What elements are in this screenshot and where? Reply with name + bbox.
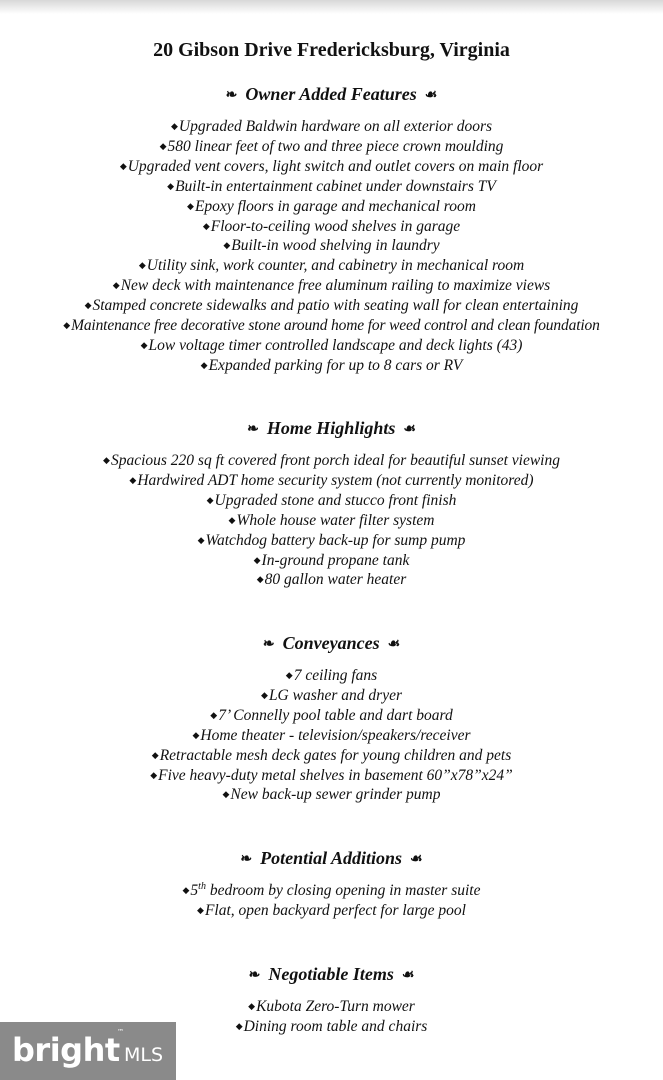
ornament-left-icon: ❧ xyxy=(240,852,253,867)
heading-text: Negotiable Items xyxy=(268,964,394,984)
top-edge-shadow xyxy=(0,0,663,14)
section-potential-additions xyxy=(0,846,663,921)
list-item: ◆New back-up sewer grinder pump xyxy=(222,786,441,804)
diamond-bullet-icon: ◆ xyxy=(103,455,110,465)
diamond-bullet-icon: ◆ xyxy=(200,359,208,370)
diamond-bullet-icon: ◆ xyxy=(84,300,92,311)
ornament-right-icon: ☙ xyxy=(403,422,416,437)
diamond-bullet-icon: ◆ xyxy=(235,1020,243,1031)
diamond-bullet-icon: ◆ xyxy=(192,729,200,740)
ornament-left-icon: ❧ xyxy=(225,88,238,103)
list-item: ◆Low voltage timer controlled landscape and deck lights (43) xyxy=(140,336,523,354)
list-item: ◆80 gallon water heater xyxy=(256,571,407,589)
feature-list xyxy=(0,117,663,376)
heading-text: Potential Additions xyxy=(260,848,403,868)
logo-brand-text: bright xyxy=(12,1031,120,1069)
list-item: ◆7 ceiling fans xyxy=(285,667,378,684)
diamond-bullet-icon: ◆ xyxy=(140,339,148,350)
ornament-right-icon: ☙ xyxy=(387,637,401,652)
diamond-bullet-icon: ◆ xyxy=(197,904,204,915)
list-item: ◆New deck with maintenance free aluminum railing to maximize views xyxy=(112,277,551,295)
list-item: ◆Retractable mesh deck gates for young children and pets xyxy=(151,746,512,764)
diamond-bullet-icon: ◆ xyxy=(170,121,178,131)
list-item: ◆5th bedroom by closing opening in master suite xyxy=(182,880,481,899)
list-item: ◆Maintenance free decorative stone around home for weed control and clean foundation xyxy=(63,317,600,335)
ornament-right-icon: ☙ xyxy=(401,968,415,983)
diamond-bullet-icon: ◆ xyxy=(187,200,194,211)
list-item: ◆Kubota Zero-Turn mower xyxy=(248,998,415,1015)
heading-text: Owner Added Features xyxy=(245,84,417,104)
feature-list xyxy=(0,451,663,590)
logo-trademark: ™ xyxy=(117,1028,124,1036)
diamond-bullet-icon: ◆ xyxy=(222,789,230,800)
section-heading xyxy=(0,631,663,657)
list-item: ◆Upgraded stone and stucco front finish xyxy=(206,491,457,509)
diamond-bullet-icon: ◆ xyxy=(159,140,167,151)
diamond-bullet-icon: ◆ xyxy=(248,1001,256,1011)
feature-list xyxy=(0,666,663,805)
bright-mls-logo xyxy=(0,1022,176,1080)
section-heading xyxy=(0,846,663,872)
list-item: ◆Five heavy-duty metal shelves in basement 60”x78”x24” xyxy=(150,766,513,784)
diamond-bullet-icon: ◆ xyxy=(253,554,261,565)
diamond-bullet-icon: ◆ xyxy=(228,514,236,525)
section-conveyances xyxy=(0,631,663,805)
diamond-bullet-icon: ◆ xyxy=(197,534,205,545)
section-heading xyxy=(0,962,663,988)
section-heading xyxy=(0,82,663,108)
document-title: 20 Gibson Drive Fredericksburg, Virginia xyxy=(153,39,510,61)
ornament-right-icon: ☙ xyxy=(424,88,438,103)
ornament-left-icon: ❧ xyxy=(262,637,275,652)
feature-list xyxy=(0,881,663,921)
diamond-bullet-icon: ◆ xyxy=(202,220,210,231)
diamond-bullet-icon: ◆ xyxy=(256,574,264,585)
logo-suffix-text: MLS xyxy=(124,1044,164,1066)
list-item: ◆Spacious 220 sq ft covered front porch ideal for beautiful sunset viewing xyxy=(103,452,560,469)
diamond-bullet-icon: ◆ xyxy=(223,240,231,251)
ornament-left-icon: ❧ xyxy=(248,968,261,983)
list-item: ◆Expanded parking for up to 8 cars or RV xyxy=(200,356,463,374)
diamond-bullet-icon: ◆ xyxy=(182,885,190,895)
section-heading xyxy=(0,416,663,442)
list-item: ◆Stamped concrete sidewalks and patio with seating wall for clean entertaining xyxy=(84,297,579,315)
ornament-right-icon: ☙ xyxy=(410,852,423,867)
diamond-bullet-icon: ◆ xyxy=(129,474,137,485)
list-item: ◆Hardwired ADT home security system (not currently monitored) xyxy=(129,471,534,489)
list-item: ◆Built-in wood shelving in laundry xyxy=(223,237,440,255)
diamond-bullet-icon: ◆ xyxy=(210,709,218,720)
diamond-bullet-icon: ◆ xyxy=(151,749,159,760)
diamond-bullet-icon: ◆ xyxy=(138,260,146,271)
ornament-left-icon: ❧ xyxy=(247,422,259,437)
diamond-bullet-icon: ◆ xyxy=(206,494,214,505)
list-item: ◆Watchdog battery back-up for sump pump xyxy=(197,531,466,549)
diamond-bullet-icon: ◆ xyxy=(285,670,293,680)
diamond-bullet-icon: ◆ xyxy=(261,689,268,700)
section-home-highlights xyxy=(0,416,663,590)
list-item: ◆Home theater - television/speakers/receiver xyxy=(192,726,471,744)
list-item: ◆Utility sink, work counter, and cabinetry in mechanical room xyxy=(138,257,525,275)
heading-text: Home Highlights xyxy=(266,418,396,438)
diamond-bullet-icon: ◆ xyxy=(150,769,158,780)
list-item: ◆7’ Connelly pool table and dart board xyxy=(210,706,453,724)
list-item: ◆Floor-to-ceiling wood shelves in garage xyxy=(202,217,461,235)
section-owner-added-features xyxy=(0,82,663,376)
list-item: ◆580 linear feet of two and three piece crown moulding xyxy=(159,137,504,155)
diamond-bullet-icon: ◆ xyxy=(112,280,120,291)
diamond-bullet-icon: ◆ xyxy=(167,180,175,191)
heading-text: Conveyances xyxy=(282,633,380,653)
list-item: ◆Built-in entertainment cabinet under downstairs TV xyxy=(167,177,496,195)
list-item: ◆Dining room table and chairs xyxy=(235,1017,428,1035)
list-item: ◆Epoxy floors in garage and mechanical room xyxy=(187,197,476,215)
list-item: ◆In-ground propane tank xyxy=(253,551,410,569)
list-item: ◆Upgraded vent covers, light switch and outlet covers on main floor xyxy=(119,157,544,175)
list-item: ◆Whole house water filter system xyxy=(228,511,435,529)
diamond-bullet-icon: ◆ xyxy=(63,320,71,331)
diamond-bullet-icon: ◆ xyxy=(119,160,127,171)
list-item: ◆Upgraded Baldwin hardware on all exterior doors xyxy=(170,118,493,135)
list-item: ◆Flat, open backyard perfect for large pool xyxy=(197,901,466,919)
list-item: ◆LG washer and dryer xyxy=(261,686,402,704)
